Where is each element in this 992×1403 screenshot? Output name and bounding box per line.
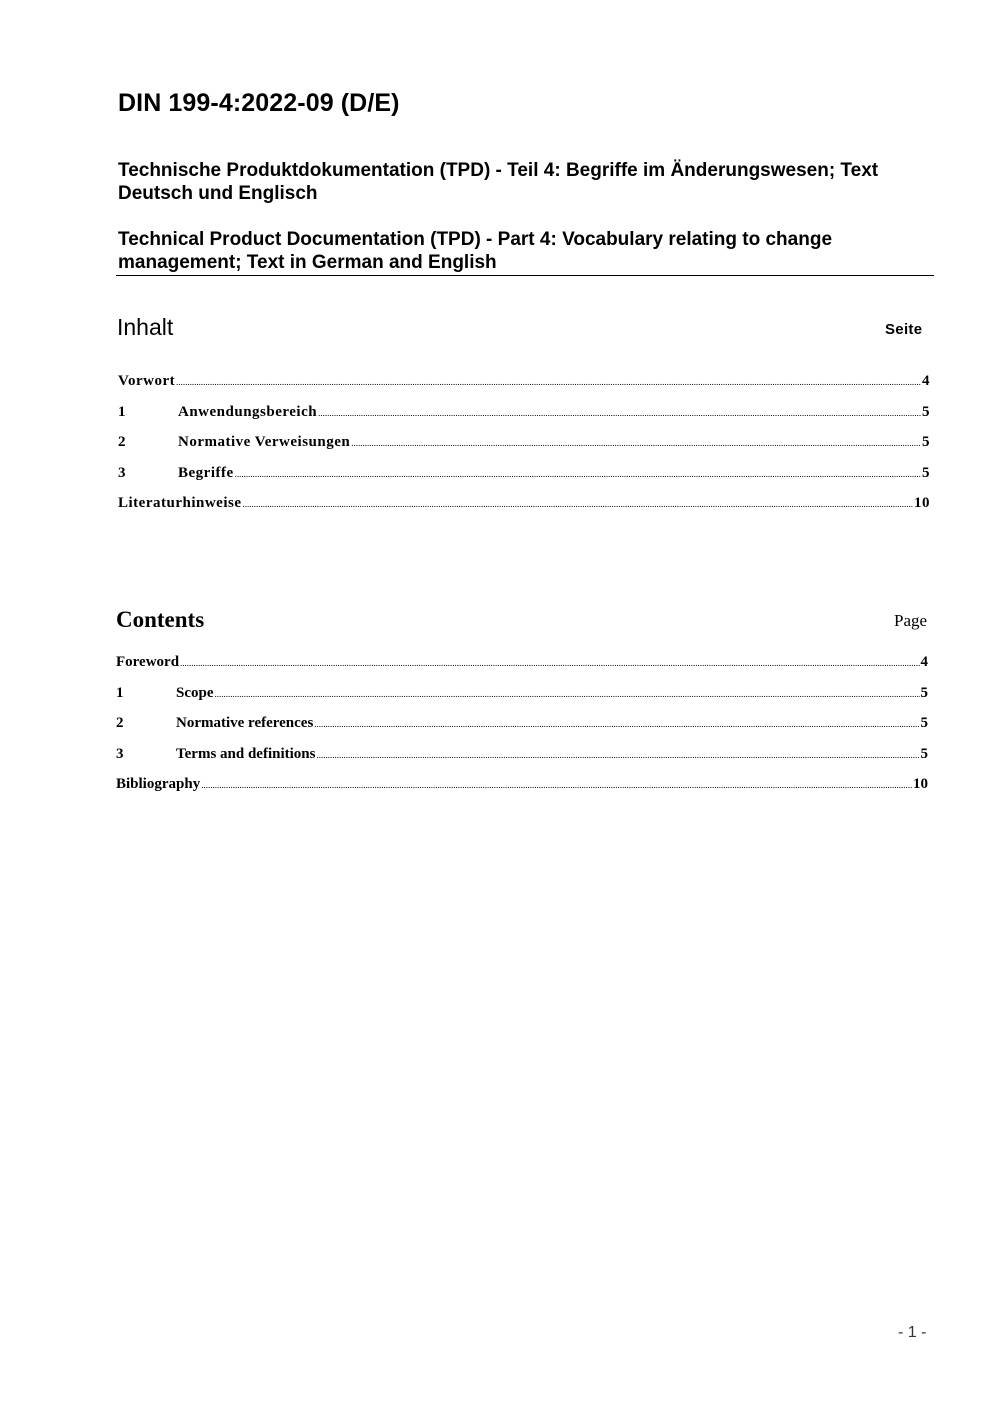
toc-de-entry-literaturhinweise[interactable]: [118, 492, 930, 523]
toc-en-entry-foreword[interactable]: [116, 651, 928, 682]
toc-dot-leader: [316, 744, 919, 766]
toc-entry-label[interactable]: Scope: [176, 684, 214, 701]
toc-dot-leader: [318, 402, 921, 424]
toc-en-entry-terms-and-definitions[interactable]: [116, 743, 928, 774]
toc-entry-number: 3: [118, 464, 126, 481]
toc-entry-number: 1: [118, 403, 126, 420]
toc-dot-leader: [176, 371, 921, 393]
toc-entry-label[interactable]: Begriffe: [178, 464, 234, 481]
toc-entry-label[interactable]: Normative references: [176, 715, 314, 732]
toc-en-entry-scope[interactable]: [116, 682, 928, 713]
toc-entry-label[interactable]: Terms and definitions: [176, 745, 316, 762]
toc-de-entry-normative-verweisungen[interactable]: [118, 431, 930, 462]
subtitle-german: Technische Produktdokumentation (TPD) - Teil 4: Begriffe im Änderungswesen; Text Deutsch und Englisch: [118, 160, 879, 204]
toc-entry-label[interactable]: Normative Verweisungen: [178, 434, 351, 451]
toc-entry-label[interactable]: Literaturhinweise: [118, 495, 242, 512]
toc-entry-page: 10: [914, 495, 930, 512]
toc-entry-label[interactable]: Vorwort: [118, 373, 176, 389]
toc-entry-number: 3: [116, 745, 124, 762]
toc-en-entry-normative-references[interactable]: [116, 712, 928, 743]
toc-en-list: [116, 651, 928, 804]
toc-de-entry-vorwort[interactable]: [118, 370, 930, 401]
toc-entry-page: 10: [913, 776, 928, 793]
toc-entry-label[interactable]: Foreword: [116, 654, 180, 670]
toc-dot-leader: [201, 774, 912, 796]
toc-dot-leader: [314, 713, 919, 735]
page-number: - 1 -: [898, 1324, 927, 1341]
toc-entry-page: 5: [922, 434, 930, 451]
toc-entry-page: 5: [922, 403, 930, 420]
toc-de-entry-anwendungsbereich[interactable]: [118, 401, 930, 432]
toc-de-list: [118, 370, 930, 523]
toc-entry-label[interactable]: Bibliography: [116, 776, 201, 793]
toc-entry-page: 4: [920, 654, 928, 670]
toc-entry-page: 5: [922, 464, 930, 481]
toc-dot-leader: [242, 493, 913, 515]
toc-dot-leader: [351, 432, 921, 454]
toc-entry-page: 4: [922, 373, 930, 389]
toc-en-entry-bibliography[interactable]: [116, 773, 928, 804]
toc-de-page-label: Seite: [885, 321, 923, 338]
toc-entry-page: 5: [920, 684, 928, 701]
toc-entry-number: 2: [116, 715, 124, 732]
document-title: DIN 199-4:2022-09 (D/E): [118, 89, 400, 117]
toc-dot-leader: [180, 652, 919, 674]
toc-dot-leader: [235, 463, 921, 485]
toc-entry-number: 2: [118, 434, 126, 451]
toc-entry-page: 5: [920, 715, 928, 732]
toc-de-entry-begriffe[interactable]: [118, 462, 930, 493]
subtitle-english: Technical Product Documentation (TPD) - Part 4: Vocabulary relating to change management; Text in German and English: [118, 229, 833, 273]
toc-entry-label[interactable]: Anwendungsbereich: [178, 403, 318, 420]
toc-en-heading: Contents: [116, 607, 205, 632]
toc-dot-leader: [215, 683, 920, 705]
toc-de-heading: Inhalt: [117, 314, 174, 340]
toc-entry-number: 1: [116, 684, 124, 701]
toc-en-page-label: Page: [894, 611, 928, 630]
header-divider: [116, 275, 934, 276]
toc-entry-page: 5: [920, 745, 928, 762]
